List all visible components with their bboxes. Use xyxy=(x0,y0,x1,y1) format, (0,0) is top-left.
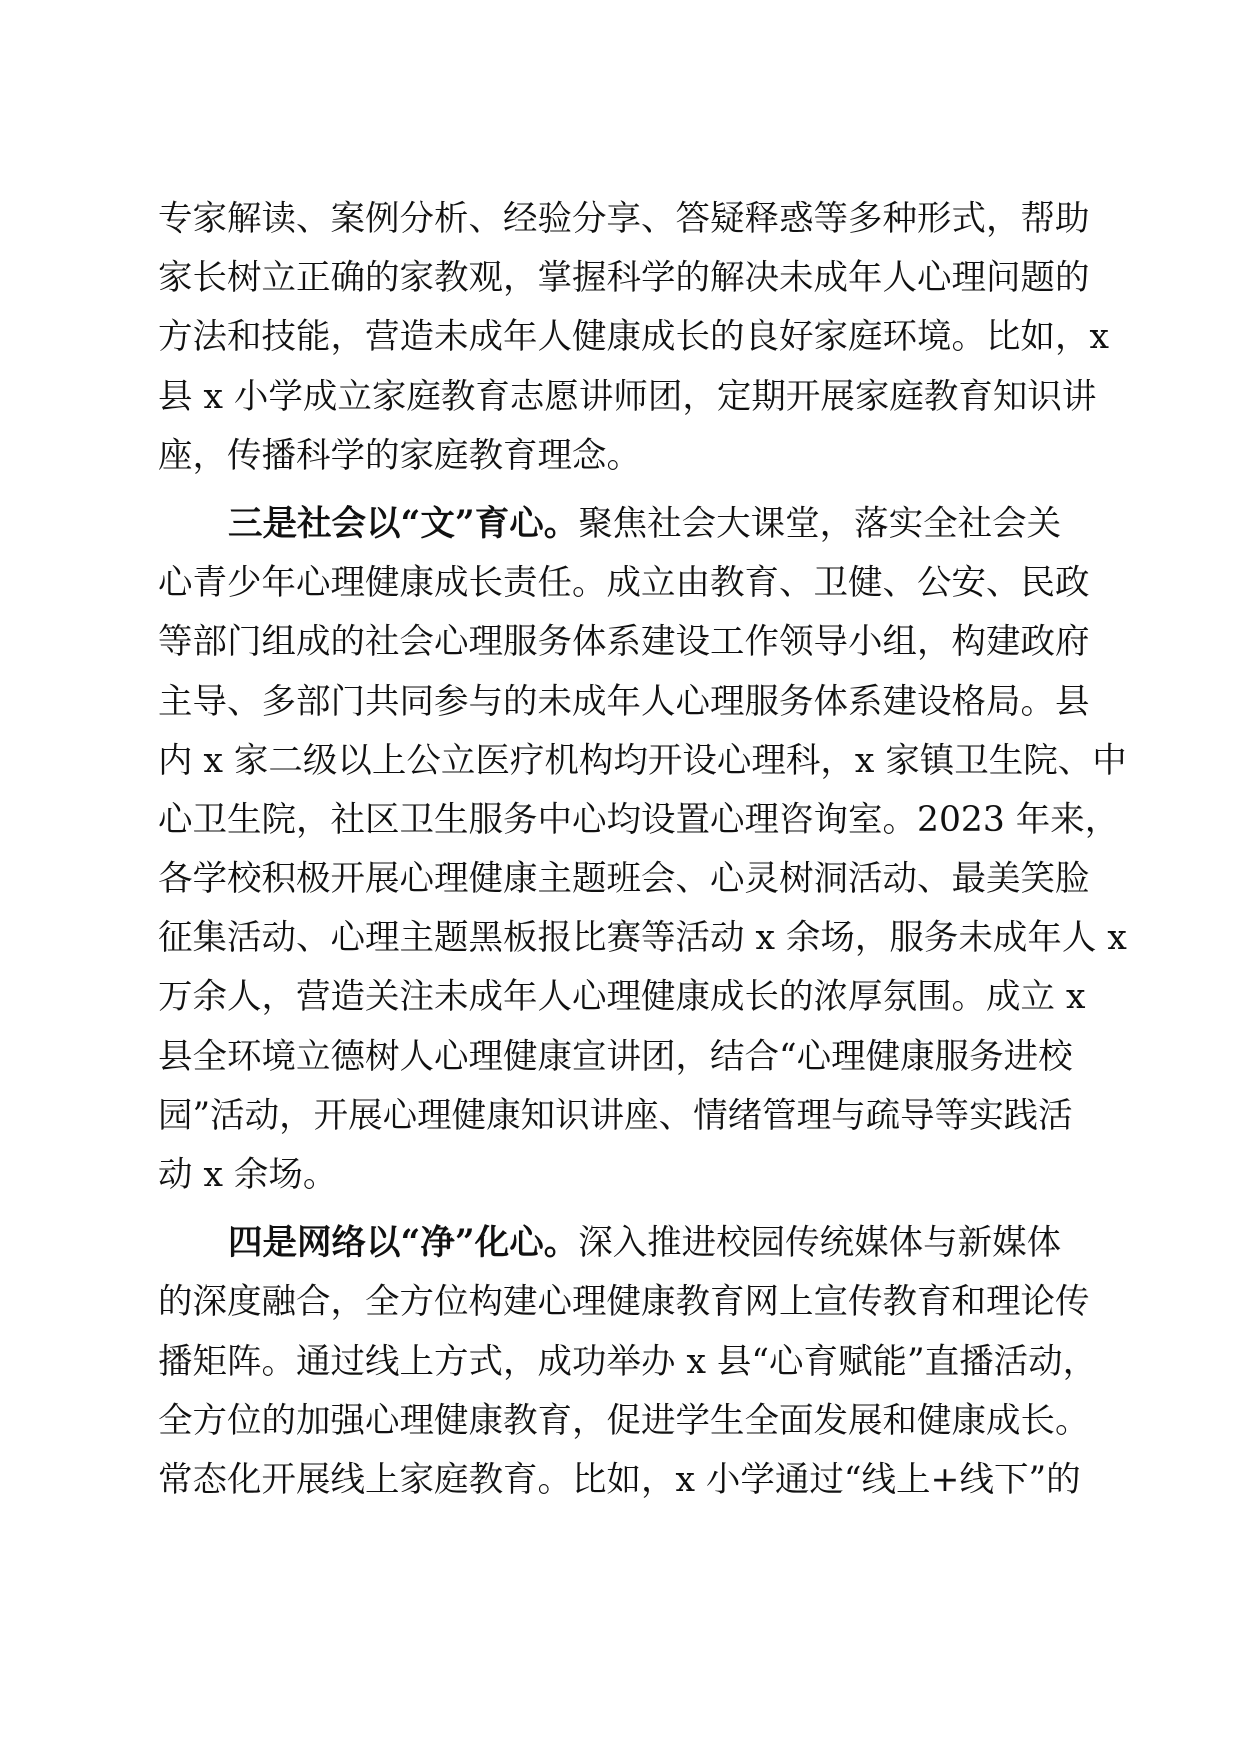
paragraph-line: 主导、多部门共同参与的未成年人心理服务体系建设格局。县 xyxy=(158,681,1090,722)
paragraph-line: 座，传播科学的家庭教育理念。 xyxy=(158,435,641,476)
paragraph-line: 等部门组成的社会心理服务体系建设工作领导小组，构建政府 xyxy=(158,622,1090,663)
paragraph-line: 各学校积极开展心理健康主题班会、心灵树洞活动、最美笑脸 xyxy=(158,859,1090,900)
paragraph-line: 全方位的加强心理健康教育，促进学生全面发展和健康成长。 xyxy=(158,1400,1090,1441)
document-body xyxy=(158,190,1127,1510)
paragraph-line: 县 x 小学成立家庭教育志愿讲师团，定期开展家庭教育知识讲 xyxy=(158,376,1097,417)
paragraph-line: 内 x 家二级以上公立医疗机构均开设心理科，x 家镇卫生院、中 xyxy=(158,740,1127,781)
paragraph-line: 家长树立正确的家教观，掌握科学的解决未成年人心理问题的 xyxy=(158,258,1090,299)
paragraph-line: 专家解读、案例分析、经验分享、答疑释惑等多种形式，帮助 xyxy=(158,199,1090,239)
paragraph-line: 播矩阵。通过线上方式，成功举办 x 县“心育赋能”直播活动， xyxy=(158,1341,1098,1382)
paragraph-gap xyxy=(158,1205,1078,1214)
paragraph-line-rest: 聚焦社会大课堂，落实全社会关 xyxy=(578,503,1062,544)
paragraph-first-line xyxy=(158,1214,1078,1273)
paragraph-heading: 三是社会以“文”育心。 xyxy=(228,503,579,544)
paragraph-3 xyxy=(158,1214,1098,1510)
paragraph-first-line xyxy=(158,495,1078,554)
paragraph-1 xyxy=(158,190,1109,486)
paragraph-line: 的深度融合，全方位构建心理健康教育网上宣传教育和理论传 xyxy=(158,1282,1090,1323)
paragraph-line: 县全环境立德树人心理健康宣讲团，结合“心理健康服务进校 xyxy=(158,1036,1073,1077)
paragraph-line: 心卫生院，社区卫生服务中心均设置心理咨询室。2023 年来， xyxy=(158,799,1120,840)
paragraph-heading: 四是网络以“净”化心。 xyxy=(228,1223,579,1264)
paragraph-line: 常态化开展线上家庭教育。比如，x 小学通过“线上+线下”的 xyxy=(158,1459,1081,1500)
paragraph-2 xyxy=(158,495,1127,1205)
paragraph-line: 动 x 余场。 xyxy=(158,1155,338,1195)
paragraph-line: 园”活动，开展心理健康知识讲座、情绪管理与疏导等实践活 xyxy=(158,1095,1073,1136)
paragraph-line: 心青少年心理健康成长责任。成立由教育、卫健、公安、民政 xyxy=(158,563,1090,604)
paragraph-line: 方法和技能，营造未成年人健康成长的良好家庭环境。比如，x xyxy=(158,317,1109,358)
paragraph-line: 征集活动、心理主题黑板报比赛等活动 x 余场，服务未成年人 x xyxy=(158,918,1127,959)
paragraph-line: 万余人，营造关注未成年人心理健康成长的浓厚氛围。成立 x xyxy=(158,977,1086,1018)
paragraph-gap xyxy=(158,486,1078,495)
paragraph-line-rest: 深入推进校园传统媒体与新媒体 xyxy=(578,1223,1062,1264)
